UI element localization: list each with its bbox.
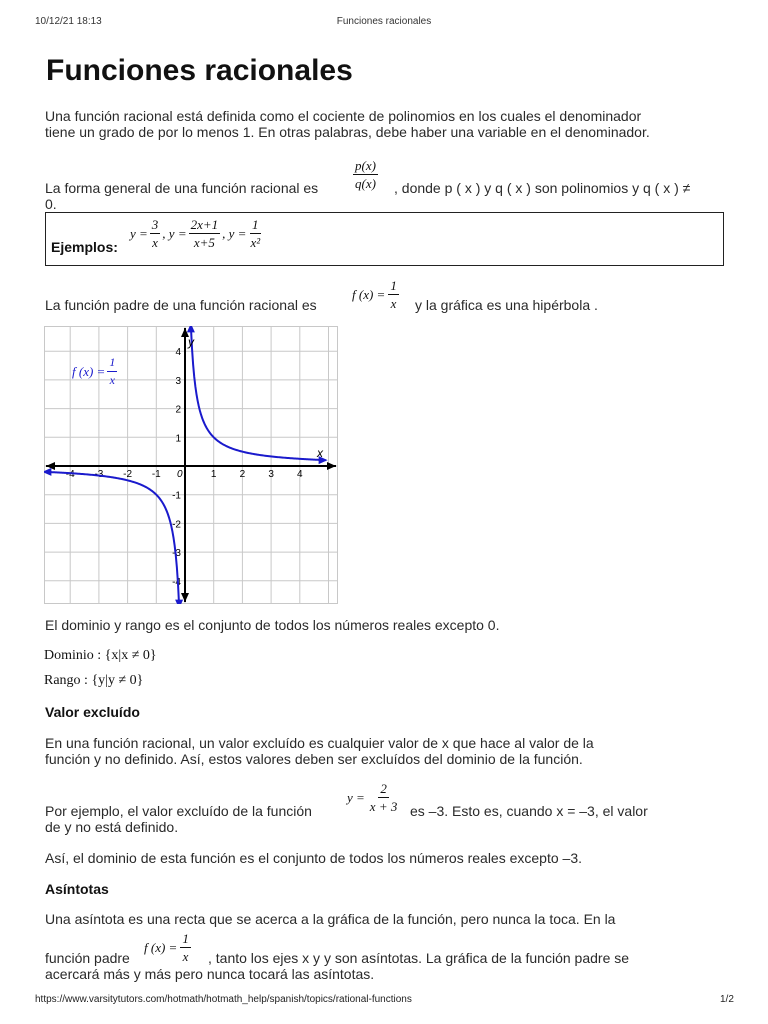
curve-branch-negative (44, 472, 179, 604)
y-tick-label: 4 (175, 347, 181, 359)
graph-label-fraction (107, 355, 117, 388)
fraction-numerator: 1 (182, 931, 189, 946)
excluded-example-tail: es –3. Esto es, cuando x = –3, el valor (410, 803, 648, 819)
parent-lhs: f (x) = (352, 286, 386, 302)
x-tick-label: 4 (297, 469, 303, 480)
excluded-heading: Valor excluído (45, 704, 140, 720)
footer-page-number: 1/2 (720, 994, 734, 1005)
asymptotes-line-1: Una asíntota es una recta que se acerca a la gráfica de la función, pero nunca la toca. En la (45, 911, 616, 927)
y-tick-label: -1 (172, 490, 181, 502)
excluded-fraction (368, 781, 400, 814)
asymptotes-line-3: acercará más y más pero nunca tocará las asíntotas. (45, 966, 375, 982)
domain-set: Dominio : {x|x ≠ 0} (44, 648, 157, 663)
asymptotes-lead-2: función padre (45, 950, 130, 966)
asymptotes-heading: Asíntotas (45, 881, 109, 897)
y-tick-label: 1 (175, 433, 181, 445)
x-tick-label: 2 (239, 469, 246, 480)
x-tick-label: -2 (123, 469, 133, 480)
x-axis-arrow (327, 462, 336, 470)
y-tick-label: 3 (175, 375, 181, 387)
example-3-fraction (248, 217, 262, 250)
example-2-fraction (189, 217, 221, 250)
page-title: Funciones racionales (46, 54, 353, 87)
x-tick-label: -3 (94, 469, 104, 480)
excluded-lhs: y = (347, 789, 365, 805)
general-form-lead: La forma general de una función racional es (45, 180, 319, 196)
fraction-numerator: 1 (107, 355, 117, 372)
fraction-denominator: x (152, 235, 158, 250)
fraction-denominator: x + 3 (369, 799, 398, 814)
parent-function-lead: La función padre de una función racional es (45, 297, 317, 313)
x-axis-label: x (317, 446, 324, 460)
graph-label-lhs: f (x) = (72, 363, 106, 379)
general-form-fraction (353, 158, 378, 191)
excluded-example-tail-2: de y no está definido. (45, 819, 179, 835)
fraction-denominator: x (109, 373, 115, 387)
fraction-denominator: x (390, 296, 397, 311)
fraction-denominator: q(x) (355, 176, 376, 191)
examples-formulas (130, 217, 262, 250)
fraction-numerator: 1 (252, 217, 259, 232)
parent-function-formula (352, 278, 399, 311)
asymptotes-lhs: f (x) = (144, 939, 178, 955)
excluded-line-2: función y no definido. Así, estos valores deben ser excluídos del dominio de la función. (45, 751, 583, 767)
example-2-lhs: , y = (162, 225, 187, 241)
domain-range-text: El dominio y rango es el conjunto de todos los números reales excepto 0. (45, 617, 500, 633)
x-tick-label: 1 (210, 469, 217, 480)
excluded-example-formula (347, 781, 399, 814)
x-tick-label: -1 (151, 469, 161, 480)
y-tick-label: -2 (172, 519, 181, 531)
x-tick-label: -4 (65, 469, 75, 480)
print-page-title: Funciones racionales (336, 16, 432, 27)
y-axis-label: y (188, 335, 194, 349)
fraction-numerator: 2 (380, 781, 387, 796)
footer-url[interactable]: https://www.varsitytutors.com/hotmath/hotmath_help/spanish/topics/rational-functions (35, 994, 412, 1005)
fraction-numerator: p(x) (355, 158, 376, 173)
y-tick-label: 2 (175, 404, 181, 416)
examples-box (45, 212, 724, 266)
examples-label: Ejemplos: (51, 239, 118, 255)
general-form-tail-2: 0. (45, 196, 57, 212)
example-1-fraction (150, 217, 161, 250)
fraction-numerator: 2x+1 (190, 217, 219, 232)
intro-line-2: tiene un grado de por lo menos 1. En otras palabras, debe haber una variable en el denominador. (45, 124, 650, 140)
excluded-conclusion: Así, el dominio de esta función es el conjunto de todos los números reales excepto –3. (45, 850, 582, 866)
example-3-lhs: , y = (222, 225, 247, 241)
y-tick-label: -3 (172, 548, 181, 560)
range-set: Rango : {y|y ≠ 0} (44, 673, 144, 688)
excluded-line-1: En una función racional, un valor excluído es cualquier valor de x que hace al valor de la (45, 735, 594, 751)
print-datetime: 10/12/21 18:13 (35, 16, 102, 27)
parent-fraction (388, 278, 399, 311)
origin-label: 0 (177, 469, 183, 480)
y-tick-label: -4 (172, 576, 181, 588)
general-form-tail: , donde p ( x ) y q ( x ) son polinomios y q ( x ) ≠ (394, 180, 691, 196)
fraction-numerator: 3 (151, 217, 159, 232)
x-tick-label: 3 (268, 469, 274, 480)
fraction-denominator: x (182, 949, 189, 964)
graph-function-label (72, 355, 117, 388)
curve-arrow (44, 468, 51, 476)
fraction-denominator: x² (250, 235, 261, 250)
asymptotes-formula (144, 931, 191, 964)
example-1-lhs: y = (130, 225, 148, 241)
parent-function-tail: y la gráfica es una hipérbola . (415, 297, 598, 313)
excluded-example-lead: Por ejemplo, el valor excluído de la función (45, 803, 312, 819)
intro-line-1: Una función racional está definida como el cociente de polinomios en los cuales el denominador (45, 108, 642, 124)
fraction-numerator: 1 (390, 278, 397, 293)
asymptotes-fraction (180, 931, 191, 964)
asymptotes-tail-2: , tanto los ejes x y y son asíntotas. La gráfica de la función padre se (208, 950, 630, 966)
fraction-denominator: x+5 (193, 235, 215, 250)
curve-branch-positive (191, 326, 326, 460)
